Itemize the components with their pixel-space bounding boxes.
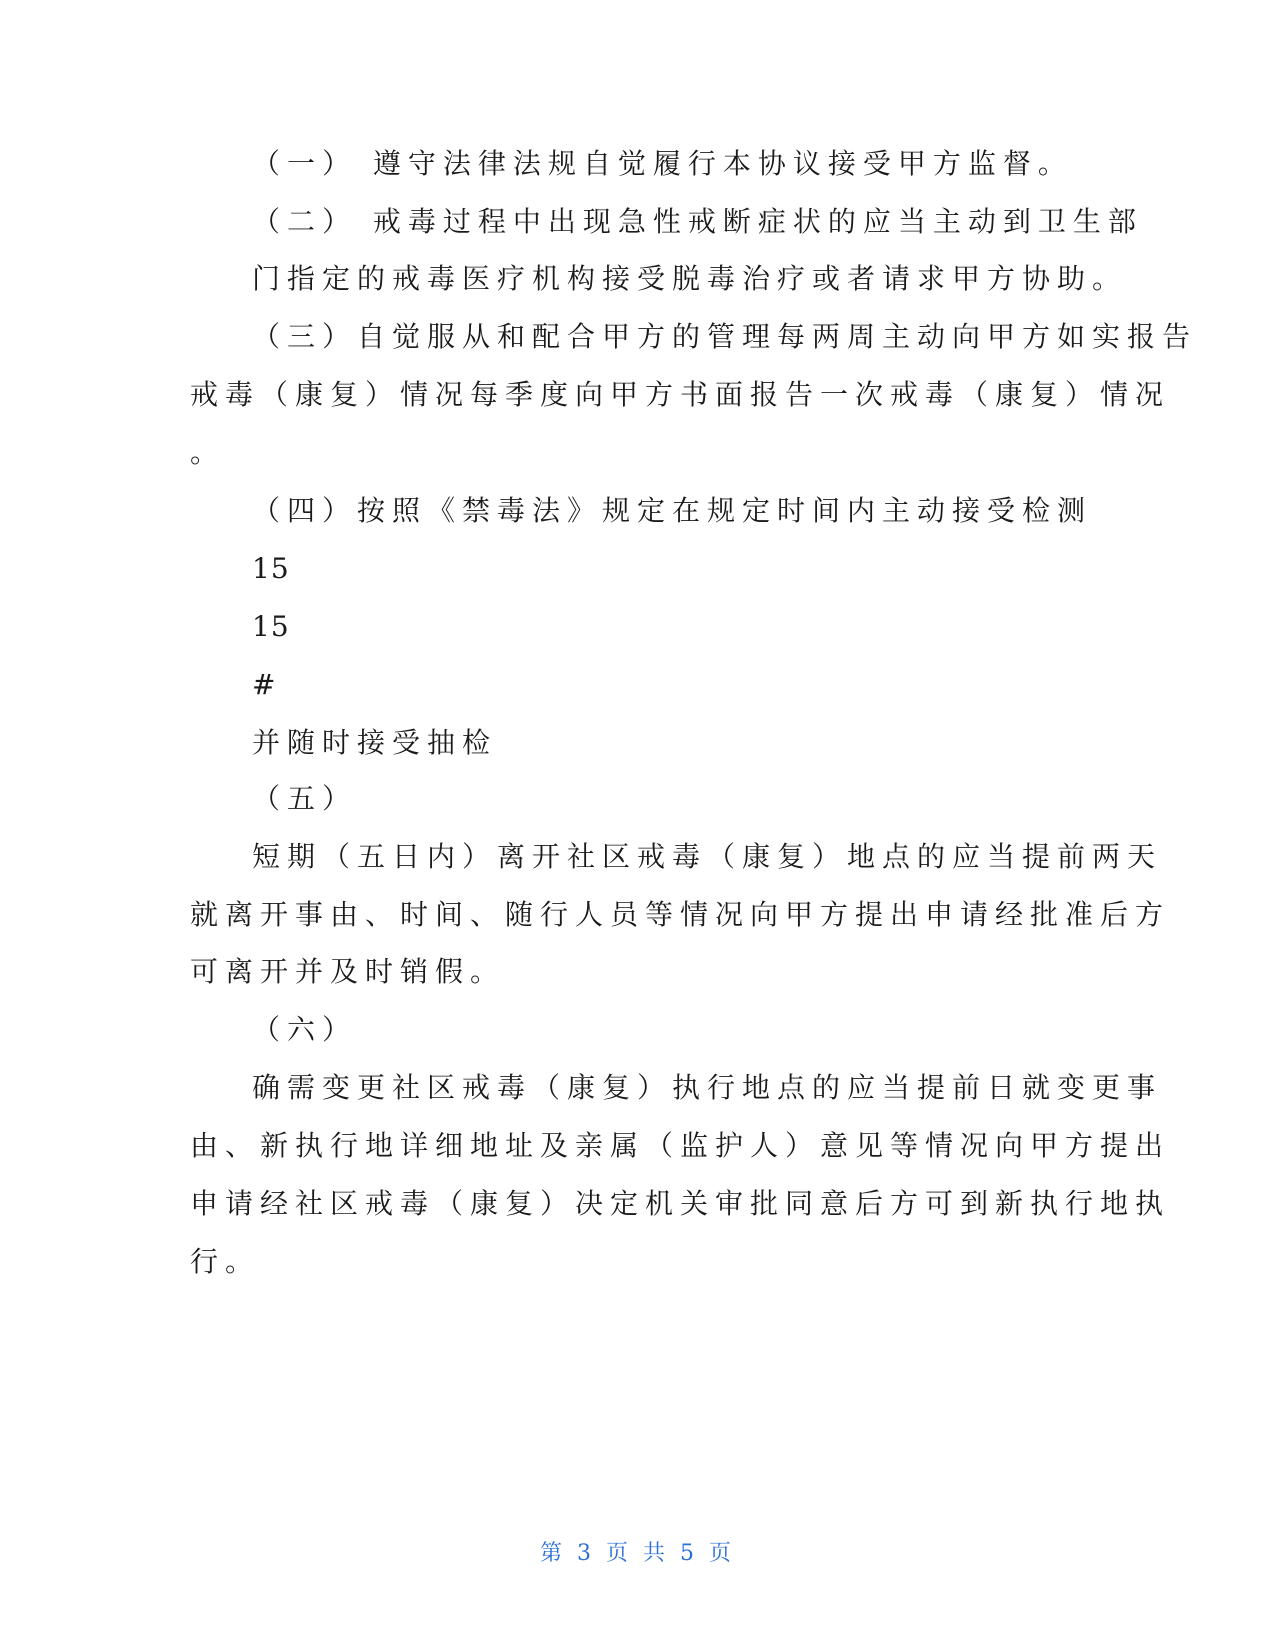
clause-4-number-1: 15 (252, 552, 290, 585)
clause-4-line-2: 并随时接受抽检 (252, 726, 498, 759)
clause-6-line-2: 由、新执行地详细地址及亲属（监护人）意见等情况向甲方提出 (190, 1129, 1171, 1162)
clause-4-line-1: （四）按照《禁毒法》规定在规定时间内主动接受检测 (252, 494, 1093, 527)
clause-6-heading: （六） (252, 1013, 358, 1046)
clause-5-line-1: 短期（五日内）离开社区戒毒（康复）地点的应当提前两天 (252, 840, 1163, 873)
clause-3-line-1: （三）自觉服从和配合甲方的管理每两周主动向甲方如实报告 (252, 320, 1198, 353)
clause-4-number-2: 15 (252, 610, 290, 643)
page-number-footer: 第 3 页 共 5 页 (540, 1541, 735, 1566)
clause-5-line-3: 可离开并及时销假。 (190, 955, 506, 988)
clause-5-heading: （五） (252, 782, 358, 815)
clause-2-line-1: （二） 戒毒过程中出现急性戒断症状的应当主动到卫生部 (252, 205, 1143, 238)
clause-3-line-3: 。 (190, 436, 226, 469)
clause-6-line-3: 申请经社区戒毒（康复）决定机关审批同意后方可到新执行地执 (190, 1187, 1171, 1220)
clause-6-line-4: 行。 (190, 1245, 261, 1278)
clause-5-line-2: 就离开事由、时间、随行人员等情况向甲方提出申请经批准后方 (190, 898, 1171, 931)
clause-2-line-2: 门指定的戒毒医疗机构接受脱毒治疗或者请求甲方协助。 (252, 262, 1128, 295)
clause-3-line-2: 戒毒（康复）情况每季度向甲方书面报告一次戒毒（康复）情况 (190, 378, 1171, 411)
clause-1-line: （一） 遵守法律法规自觉履行本协议接受甲方监督。 (252, 147, 1073, 180)
clause-4-hash: # (252, 668, 277, 701)
clause-6-line-1: 确需变更社区戒毒（康复）执行地点的应当提前日就变更事 (252, 1071, 1163, 1104)
